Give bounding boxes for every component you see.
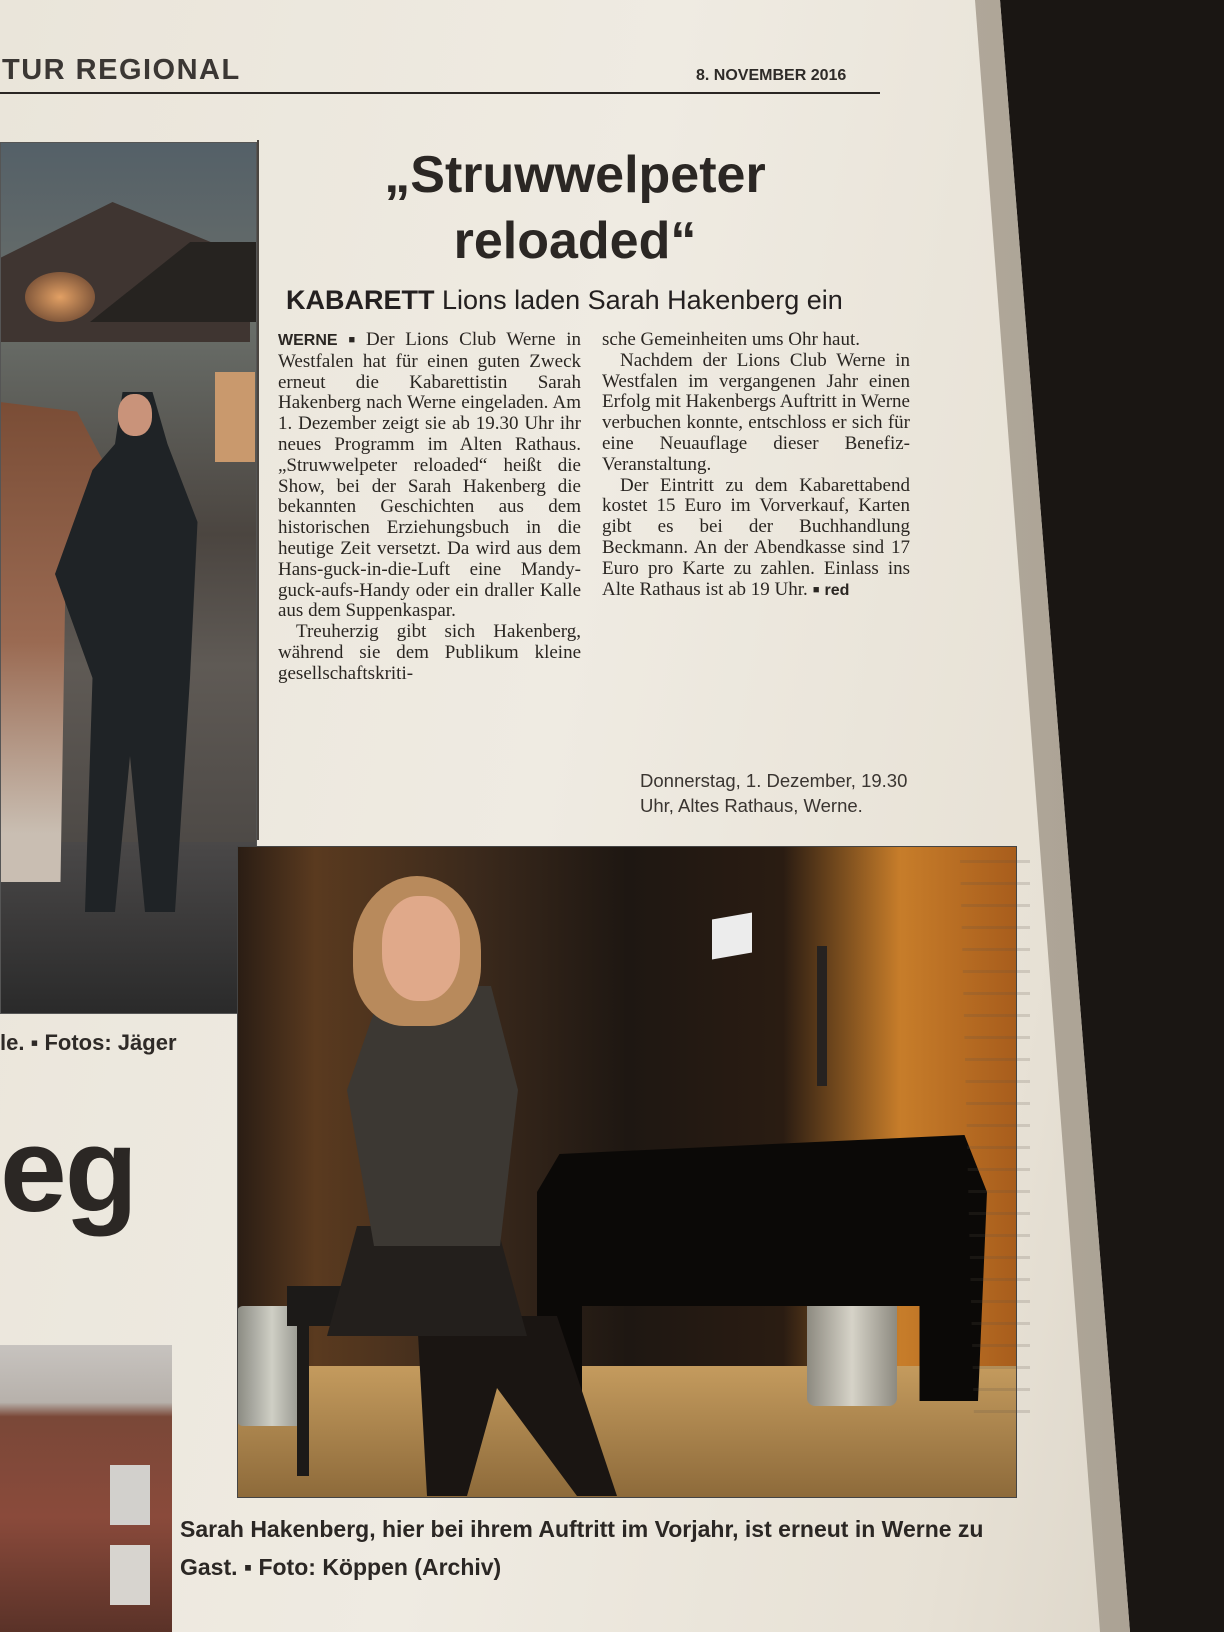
paragraph: sche Gemeinheiten ums Ohr haut. — [602, 329, 861, 350]
kicker-text: Lions laden Sarah Hakenberg ein — [442, 285, 843, 315]
brick-building-photo — [0, 1345, 172, 1632]
paragraph: Treuherzig gibt sich Hakenberg, während sie dem Publikum kleine gesellschaftskriti- — [278, 621, 581, 684]
article-kicker — [286, 285, 843, 316]
dateline: WERNE — [278, 332, 338, 349]
article-headline: „Struwwelpeter reloaded“ — [384, 146, 766, 270]
event-info: Donnerstag, 1. Dezember, 19.30 Uhr, Altes Rathaus, Werne. — [640, 770, 908, 816]
photo-frame — [0, 142, 257, 1014]
column-gap — [592, 330, 593, 840]
paragraph: Nachdem der Lions Club Werne in Westfalen im vergangenen Jahr einen Erfolg mit Hakenbergs Auftritt in Werne verbuchen konnte, entschloss er sich für eine Neuauflage dieser Benefiz-Veranstaltung. — [602, 349, 910, 475]
section-rubric: TUR REGIONAL — [2, 54, 241, 86]
header-rule — [0, 92, 880, 94]
building-window — [110, 1545, 150, 1605]
building-window — [110, 1465, 150, 1525]
photo-frame — [237, 846, 1017, 1498]
paragraph: Der Eintritt zu dem Kabarettabend kostet 15 Euro im Vorverkauf, Karten gibt es bei der Buchhandlung Beckmann. An der Abendkasse sind 17 Euro pro Karte zu zahlen. Einlass ins Alte Rathaus ist ab 19 Uhr. — [602, 474, 910, 600]
column-rule — [257, 140, 259, 840]
square-bullet-icon: ■ — [342, 334, 362, 346]
paragraph: Der Lions Club Werne in Westfalen hat für einen guten Zweck erneut die Kabarettistin Sarah Hakenberg nach Werne eingeladen. Am 1. Dezember zeigt sie ab 19.30 Uhr ihr neues Programm im Alten Rathaus. „Struwwelpeter reloaded“ heißt die Show, bei der Sarah Hakenberg die bekannten Geschichten aus dem historischen Erziehungsbuch in die heutige Zeit versetzt. Da wird aus dem Hans-guck-in-die-Luft eine Mandy-guck-aufs-Handy oder ein draller Kalle aus dem Suppenkaspar. — [278, 329, 581, 622]
photo-credit: le. ▪ Fotos: Jäger — [0, 1030, 177, 1055]
square-bullet-icon: ■ — [812, 583, 820, 596]
article-column-2 — [602, 330, 910, 601]
author-signature: red — [824, 581, 850, 599]
kicker-label: KABARETT — [286, 285, 435, 315]
article-column-1 — [278, 330, 581, 685]
headline-fragment: eg — [0, 1103, 137, 1237]
photo-caption: Sarah Hakenberg, hier bei ihrem Auftritt im Vorjahr, ist erneut in Werne zu Gast. ▪ Foto: Köppen (Archiv) — [180, 1516, 984, 1580]
issue-date: 8. NOVEMBER 2016 — [696, 67, 847, 84]
